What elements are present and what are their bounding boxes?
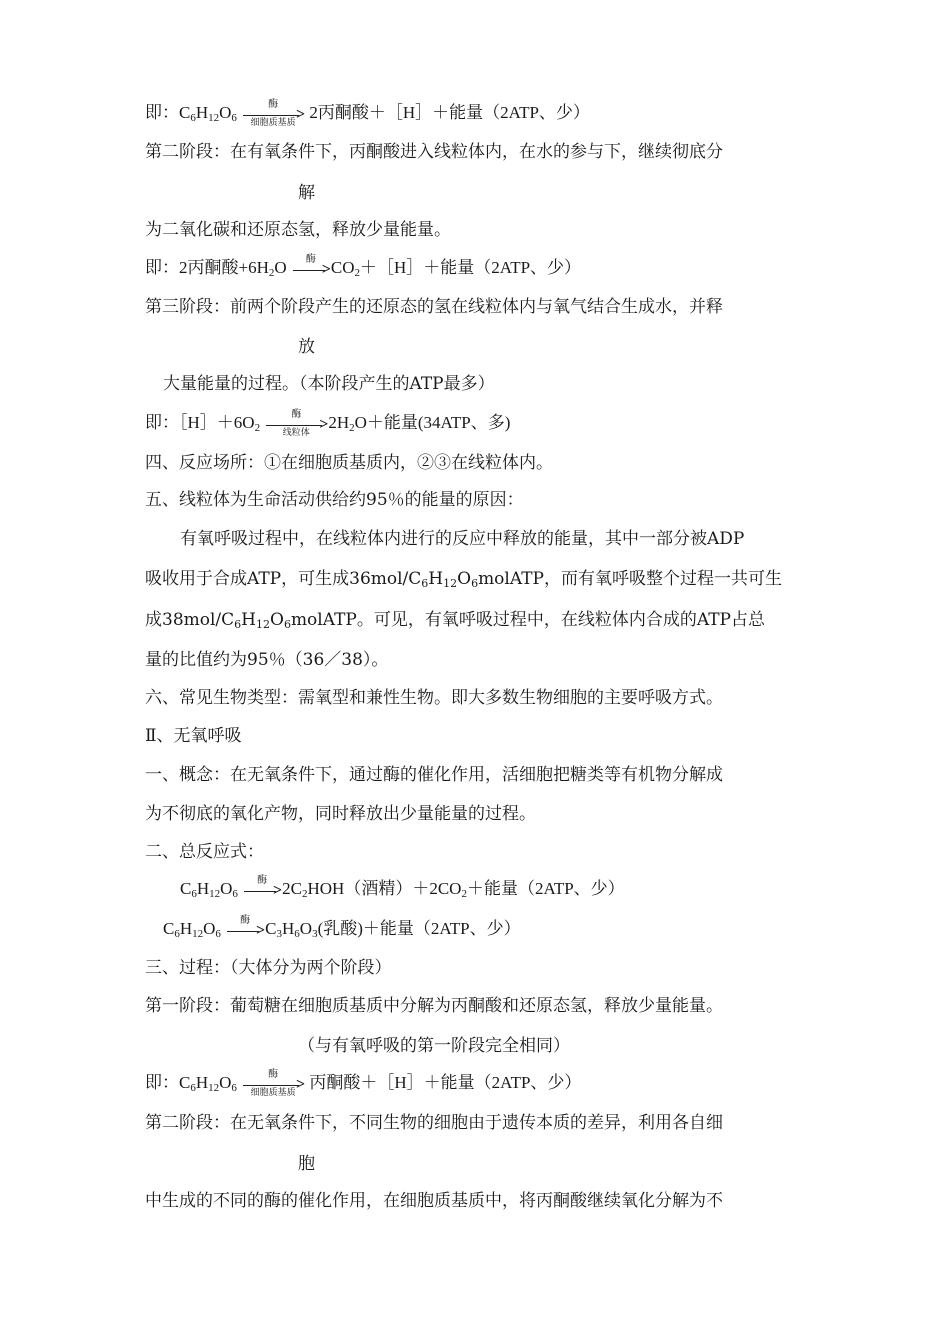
paragraph-line: 解 xyxy=(298,183,315,203)
section-heading: Ⅱ、无氧呼吸 xyxy=(145,726,242,746)
paragraph-line: 有氧呼吸过程中，在线粒体内进行的反应中释放的能量，其中一部分被ADP xyxy=(180,529,745,549)
paragraph-line: 六、常见生物类型：需氧型和兼性生物。即大多数生物细胞的主要呼吸方式。 xyxy=(145,688,723,708)
equation-aerobic-stage2: 即：2丙酮酸$+6H_2O$ 酶 > $CO_2+[H]+$能量（2ATP、少） xyxy=(145,256,581,281)
reaction-arrow: 酶 > 线粒体 xyxy=(264,412,328,436)
equation-lactic-fermentation: $C_6H_{12}O_6$ 酶 > $C_3H_6O_3$(乳酸)＋能量（2ATP、少） xyxy=(163,917,521,942)
paragraph-line: 第一阶段：葡萄糖在细胞质基质中分解为丙酮酸和还原态氢，释放少量能量。 xyxy=(145,996,723,1016)
paragraph-line: 放 xyxy=(298,337,315,357)
paragraph-line: 量的比值约为95％（36／38）。 xyxy=(145,650,389,670)
paragraph-line: 为二氧化碳和还原态氢，释放少量能量。 xyxy=(145,220,451,240)
reaction-arrow: 酶 > xyxy=(242,878,282,902)
paragraph-line: 中生成的不同的酶的催化作用，在细胞质基质中，将丙酮酸继续氧化分解为不 xyxy=(145,1191,723,1211)
reaction-arrow: 酶 > 细胞质基质 xyxy=(241,102,305,126)
paragraph-line: 为不彻底的氧化产物，同时释放出少量能量的过程。 xyxy=(145,804,536,824)
paragraph-line: 大量能量的过程。（本阶段产生的ATP最多） xyxy=(163,374,495,394)
reaction-arrow: 酶 > xyxy=(225,918,265,942)
reaction-arrow: 酶 > 细胞质基质 xyxy=(241,1072,305,1096)
paragraph-line: 吸收用于合成ATP，可生成$36mol/C_6H_{12}O_6molATP$，而有氧呼吸整个过程一共可生 xyxy=(145,569,782,590)
paragraph-line: 第二阶段：在有氧条件下，丙酮酸进入线粒体内，在水的参与下，继续彻底分 xyxy=(145,142,723,162)
paragraph-line: 三、过程：（大体分为两个阶段） xyxy=(145,958,392,978)
equation-aerobic-stage1: 即：$C_6H_{12}O_6$ 酶 > 细胞质基质 2丙酮酸＋［H］＋能量（2ATP、少） xyxy=(145,99,590,128)
reaction-arrow: 酶 > xyxy=(291,257,331,281)
paragraph-line: 胞 xyxy=(298,1154,315,1174)
equation-alcohol-fermentation: $C_6H_{12}O_6$ 酶 > $2C_2HOH$（酒精）$+2CO_2+$能量（2ATP、少） xyxy=(180,877,625,902)
paragraph-line: 二、总反应式： xyxy=(145,842,264,862)
equation-aerobic-stage3: 即：$[H]+6O_2$ 酶 > 线粒体 $2H_2O+$能量(34ATP、多) xyxy=(145,409,511,438)
paragraph-line: 四、反应场所：①在细胞质基质内，②③在线粒体内。 xyxy=(145,453,553,473)
paragraph-line: 一、概念：在无氧条件下，通过酶的催化作用，活细胞把糖类等有机物分解成 xyxy=(145,765,723,785)
paragraph-line: 五、线粒体为生命活动供给约95％的能量的原因： xyxy=(145,490,524,510)
paragraph-line: 第二阶段：在无氧条件下，不同生物的细胞由于遗传本质的差异，利用各自细 xyxy=(145,1113,723,1133)
paragraph-line: 成$38mol/C_6H_{12}O_6molATP$。可见，有氧呼吸过程中，在线粒体内合成的ATP占总 xyxy=(145,610,765,631)
equation-anaerobic-stage1: 即：$C_6H_{12}O_6$ 酶 > 细胞质基质 丙酮酸＋［H］＋能量（2ATP、少） xyxy=(145,1069,582,1098)
paragraph-line: （与有氧呼吸的第一阶段完全相同） xyxy=(298,1036,570,1056)
paragraph-line: 第三阶段：前两个阶段产生的还原态的氢在线粒体内与氧气结合生成水，并释 xyxy=(145,297,723,317)
